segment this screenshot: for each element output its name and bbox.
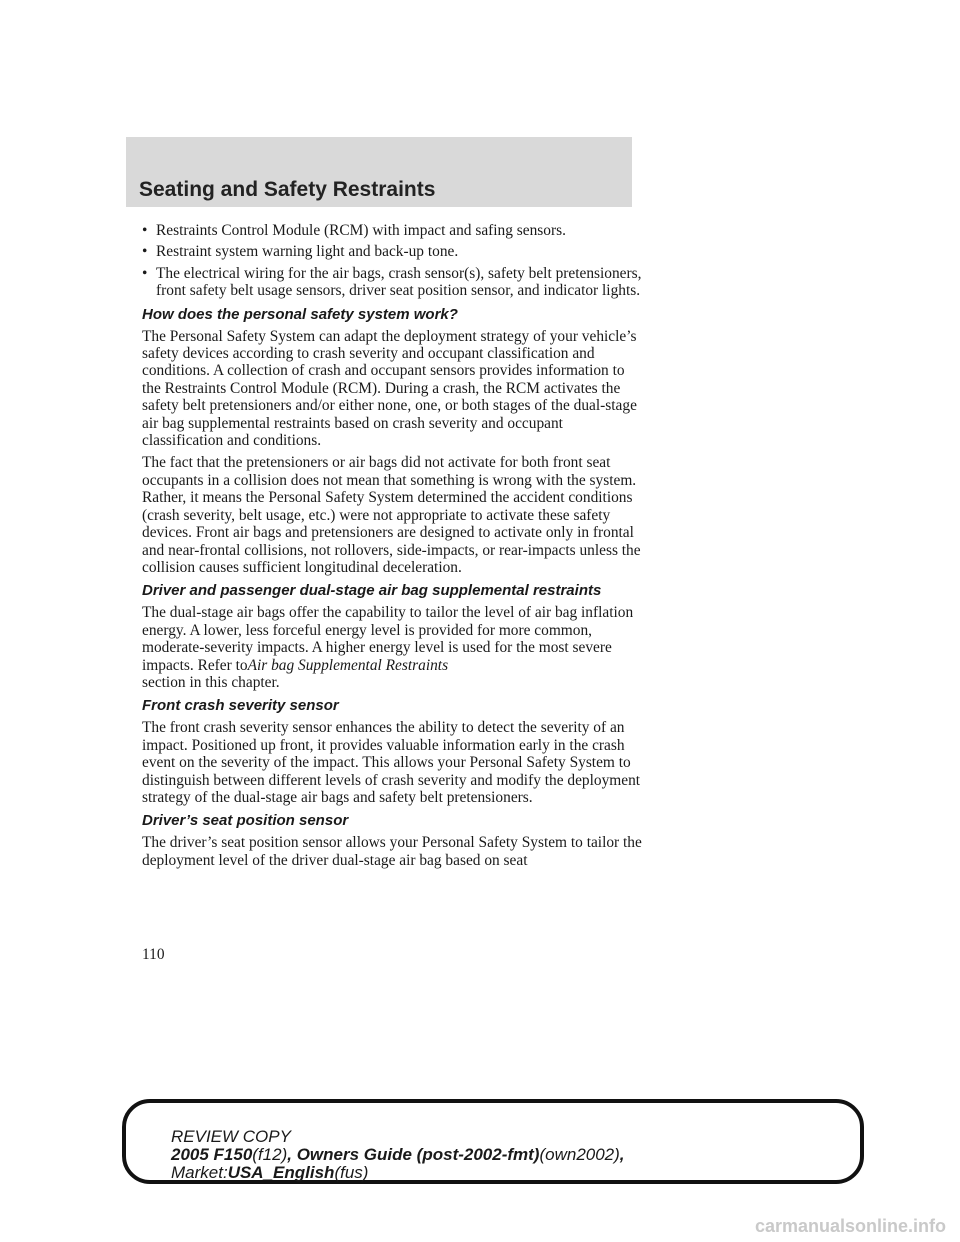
component-list (142, 222, 642, 300)
list-item-text: Restraints Control Module (RCM) with impact and safing sensors. (156, 222, 566, 239)
footer-line-1: REVIEW COPY (171, 1127, 291, 1146)
bullet-icon: • (142, 264, 148, 282)
section-header-band (126, 137, 632, 207)
heading-seat-position-sensor: Driver’s seat position sensor (142, 812, 349, 830)
paragraph-text: The dual-stage air bags offer the capability to tailor the level of air bag inflation energy. A lower, less forceful energy level is provided for more common, moderate-severity impacts. A higher energy level is used for the most severe impacts. Refer to (142, 604, 634, 674)
bullet-icon: • (142, 222, 148, 239)
list-item (142, 265, 642, 300)
list-item (142, 222, 642, 239)
paragraph: The fact that the pretensioners or air bags did not activate for both front seat occupants in a collision does not mean that something is wrong with the system. Rather, it means the Personal Safety System determined the accident conditions (crash severity, belt usage, etc.) were not appropriate to activate these safety devices. Front air bags and pretensioners are designed to activate only in frontal and near-frontal collisions, not rollovers, side-impacts, or rear-impacts unless the collision causes sufficient longitudinal deceleration. (142, 454, 641, 576)
review-copy-footer (122, 1099, 864, 1184)
heading-dual-stage-air-bags: Driver and passenger dual-stage air bag supplemental restraints (142, 582, 602, 600)
list-item (142, 243, 642, 260)
site-watermark: carmanualsonline.info (754, 1216, 946, 1236)
bullet-icon: • (142, 243, 148, 261)
paragraph: The Personal Safety System can adapt the deployment strategy of your vehicle’s safety devices according to crash severity and occupant classification and conditions. A collection of crash and occupant sensors provides information to the Restraints Control Module (RCM). During a crash, the RCM activates the safety belt pretensioners and/or either none, one, or both stages of the dual-stage air bag supplemental restraints based on crash severity and occupant classification and conditions. (142, 327, 637, 450)
heading-how-system-works: How does the personal safety system work? (142, 305, 458, 323)
heading-front-crash-sensor: Front crash severity sensor (142, 697, 339, 715)
paragraph-text: section in this chapter. (142, 673, 280, 691)
paragraph: The front crash severity sensor enhances the ability to detect the severity of an impact. Positioned up front, it provides valuable information early in the crash event on the severity of the impact. This allows your Personal Safety System to distinguish between different levels of crash severity and modify the deployment strategy of the dual-stage air bags and safety belt pretensioners. (142, 719, 641, 806)
paragraph (142, 604, 642, 691)
footer-text (171, 1128, 625, 1182)
page-number: 110 (142, 946, 165, 963)
list-item-text: The electrical wiring for the air bags, crash sensor(s), safety belt pretensioners, front safety belt usage sensors, driver seat position sensor, and indicator lights. (156, 264, 642, 300)
section-title: Seating and Safety Restraints (139, 178, 436, 201)
cross-reference: Air bag Supplemental Restraints (247, 656, 449, 674)
footer-line-2: 2005 F150(f12), Owners Guide (post-2002-fmt)(own2002), (171, 1145, 625, 1164)
page-content (142, 222, 642, 874)
list-item-text: Restraint system warning light and back-up tone. (156, 243, 459, 261)
footer-line-3: Market:USA_English(fus) (171, 1163, 369, 1182)
paragraph: The driver’s seat position sensor allows your Personal Safety System to tailor the deployment level of the driver dual-stage air bag based on seat (142, 834, 642, 869)
